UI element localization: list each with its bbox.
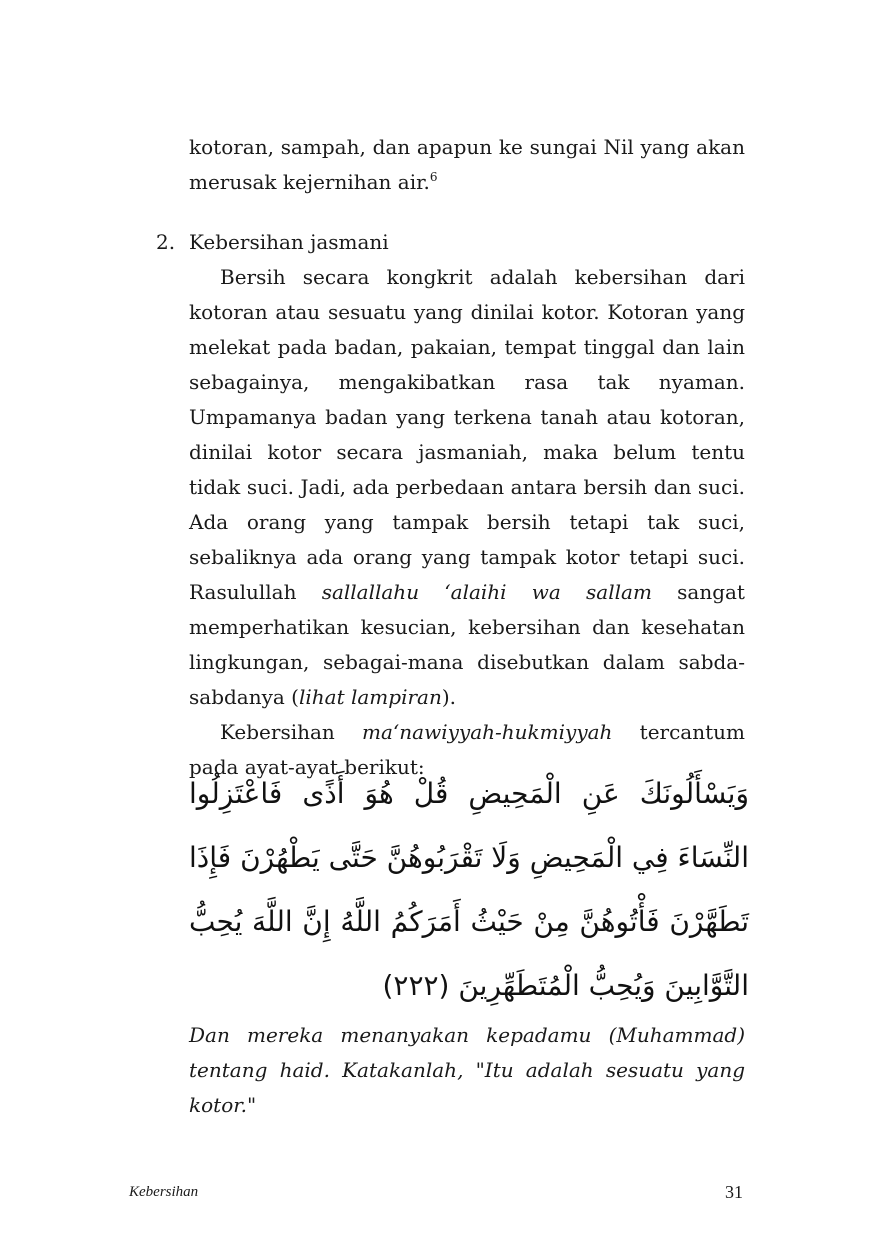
italic-term: ma‘nawiyyah-hukmiyyah (362, 720, 613, 744)
paragraph-text: ). (441, 685, 456, 709)
paragraph-text: tercantum pada ayat-ayat berikut: (189, 720, 745, 779)
list-item-heading (156, 225, 745, 260)
list-item-2 (156, 225, 745, 785)
body-paragraph-1 (189, 260, 745, 715)
honorific-phrase: sallallahu ‘alaihi wa sallam (321, 580, 652, 604)
verse-translation (189, 1018, 745, 1123)
footnote-reference[interactable]: 6 (429, 170, 438, 184)
paragraph-text: Kebersihan (220, 720, 363, 744)
appendix-reference: lihat lampiran (298, 685, 442, 709)
continued-paragraph (189, 130, 745, 200)
section-heading: Kebersihan jasmani (189, 230, 389, 254)
paragraph-text: Bersih secara kongkrit adalah kebersihan dari kotoran atau sesuatu yang dinilai kotor. Kotoran yang melekat pada badan, pakaian, tempat tinggal dan lain sebagainya, mengakibatkan rasa tak nyaman. Umpamanya badan yang terkena tanah atau kotoran, dinilai kotor secara jasmaniah, maka belum tentu tidak suci. Jadi, ada perbedaan antara bersih dan suci. Ada orang yang tampak bersih tetapi tak suci, sebaliknya ada orang yang tampak kotor tetapi suci. Rasulullah (189, 265, 745, 604)
page-number: 31 (725, 1182, 743, 1202)
running-footer-chapter: Kebersihan (129, 1184, 199, 1200)
arabic-verse: وَيَسْأَلُونَكَ عَنِ الْمَحِيضِ قُلْ هُوَ أَذًى فَاعْتَزِلُوا النِّسَاءَ فِي الْمَحِيضِ وَلَا تَقْرَبُوهُنَّ حَتَّى يَطْهُرْنَ فَإِذَا تَطَهَّرْنَ فَأْتُوهُنَّ مِنْ حَيْثُ أَمَرَكُمُ اللَّهُ إِنَّ اللَّهَ يُحِبُّ التَّوَّابِينَ وَيُحِبُّ الْمُتَطَهِّرِينَ (٢٢٢) (189, 777, 749, 1002)
translation-text: Dan mereka menanyakan kepadamu (Muhammad) tentang haid. Katakanlah, "Itu adalah sesuatu yang kotor." (189, 1023, 745, 1117)
list-item-number: 2. (156, 230, 176, 254)
paragraph-text: sangat memperhatikan kesucian, kebersihan dan kesehatan lingkungan, sebagai-mana disebutkan dalam sabda-sabdanya ( (189, 580, 745, 709)
continued-paragraph-text: kotoran, sampah, dan apapun ke sungai Nil yang akan merusak kejernihan air. (189, 135, 745, 194)
